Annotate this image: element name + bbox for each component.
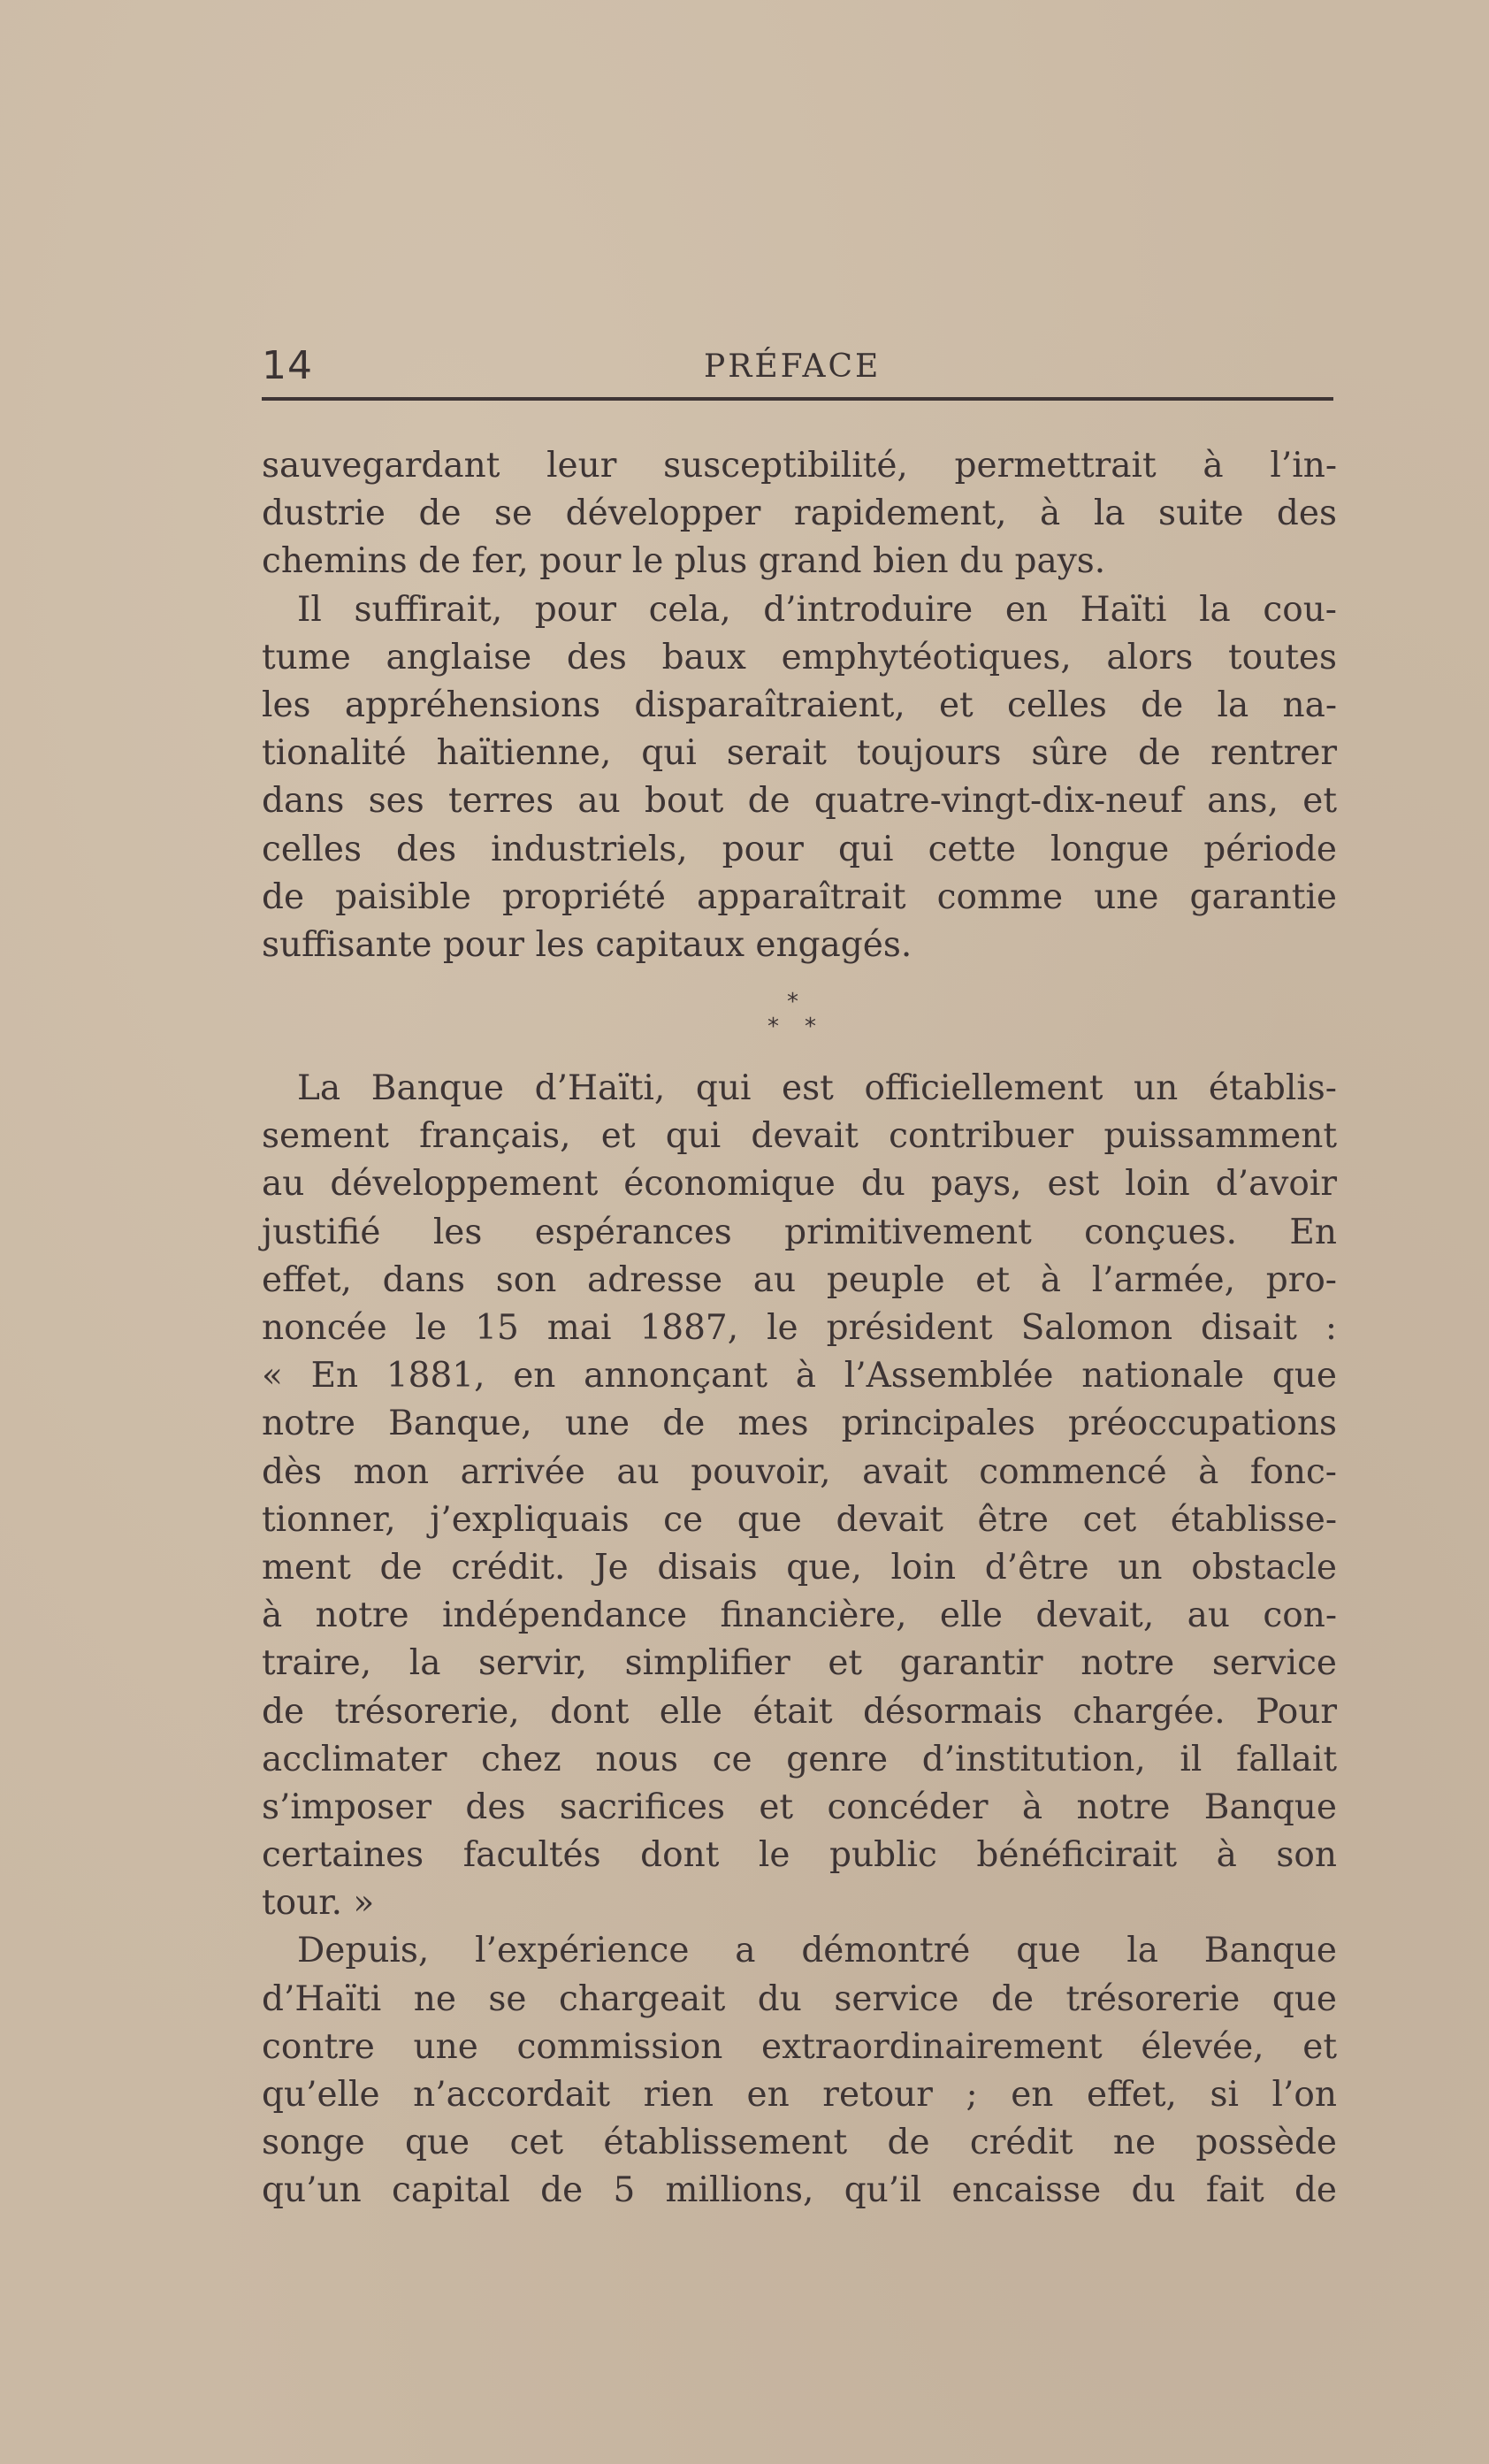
text-line: chemins de fer, pour le plus grand bien du pays. <box>262 541 1106 582</box>
page-number: 14 <box>262 343 313 388</box>
running-title: PRÉFACE <box>704 348 882 385</box>
text-line: acclimater chez nous ce genre d’institution, il fallait <box>262 1739 1337 1779</box>
text-line: justifié les espérances primitivement conçues. En <box>262 1212 1337 1252</box>
text-line: ment de crédit. Je disais que, loin d’être un obstacle <box>262 1547 1337 1588</box>
text-line: qu’elle n’accordait rien en retour ; en effet, si l’on <box>262 2075 1337 2115</box>
text-line: dès mon arrivée au pouvoir, avait commencé à fonc- <box>262 1451 1337 1492</box>
text-line: dustrie de se développer rapidement, à la suite des <box>262 494 1337 534</box>
asterisk: * <box>805 1014 816 1040</box>
asterisk: * <box>767 1014 779 1040</box>
text-line: sement français, et qui devait contribuer puissamment <box>262 1116 1337 1157</box>
running-head <box>262 343 1333 398</box>
text-line: La Banque d’Haïti, qui est officiellement un établis- <box>297 1068 1337 1109</box>
text-line: celles des industriels, pour qui cette longue période <box>262 829 1337 869</box>
body-text <box>262 442 1337 2215</box>
text-line: noncée le 15 mai 1887, le président Salomon disait : <box>262 1308 1337 1348</box>
text-line: Depuis, l’expérience a démontré que la Banque <box>297 1931 1337 1971</box>
text-line: tour. » <box>262 1883 375 1924</box>
text-line: au développement économique du pays, est loin d’avoir <box>262 1164 1337 1205</box>
text-line: à notre indépendance financière, elle devait, au con- <box>262 1595 1337 1636</box>
text-line: qu’un capital de 5 millions, qu’il encaisse du fait de <box>262 2170 1337 2211</box>
text-line: de trésorerie, dont elle était désormais chargée. Pour <box>262 1691 1337 1732</box>
text-line: tionalité haïtienne, qui serait toujours sûre de rentrer <box>262 733 1337 774</box>
text-line: « En 1881, en annonçant à l’Assemblée nationale que <box>262 1356 1337 1397</box>
text-line: Il suffirait, pour cela, d’introduire en Haïti la cou- <box>297 589 1337 630</box>
text-line: effet, dans son adresse au peuple et à l’armée, pro- <box>262 1259 1337 1300</box>
text-line: tume anglaise des baux emphytéotiques, alors toutes <box>262 637 1337 677</box>
text-line: dans ses terres au bout de quatre-vingt-dix-neuf ans, et <box>262 781 1337 822</box>
section-break-asterism <box>741 989 829 1060</box>
text-line: tionner, j’expliquais ce que devait être cet établisse- <box>262 1499 1337 1540</box>
text-line: notre Banque, une de mes principales préoccupations <box>262 1404 1337 1444</box>
text-line: sauvegardant leur susceptibilité, permettrait à l’in- <box>262 446 1337 486</box>
asterisk: * <box>787 989 798 1015</box>
text-line: les appréhensions disparaîtraient, et celles de la na- <box>262 685 1337 725</box>
text-line: contre une commission extraordinairement élevée, et <box>262 2026 1337 2067</box>
text-line: certaines facultés dont le public bénéficirait à son <box>262 1835 1337 1876</box>
text-line: traire, la servir, simplifier et garantir notre service <box>262 1643 1337 1684</box>
text-line: d’Haïti ne se chargeait du service de trésorerie que <box>262 1978 1337 2019</box>
text-line: suffisante pour les capitaux engagés. <box>262 924 912 965</box>
text-line: s’imposer des sacrifices et concéder à notre Banque <box>262 1787 1337 1827</box>
header-rule <box>262 397 1333 401</box>
text-line: songe que cet établissement de crédit ne possède <box>262 2123 1337 2163</box>
text-line: de paisible propriété apparaîtrait comme une garantie <box>262 876 1337 917</box>
